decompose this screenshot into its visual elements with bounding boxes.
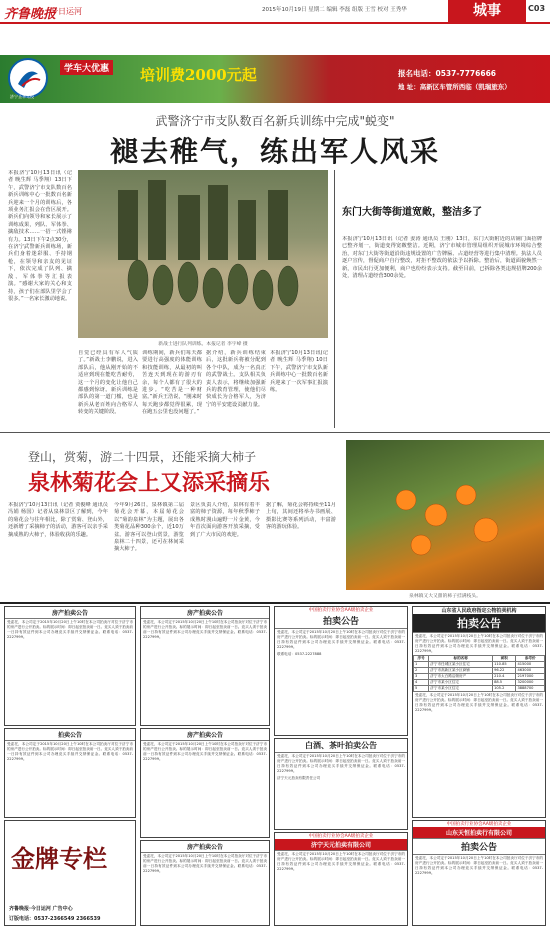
table-cell: 210.4 (493, 674, 516, 680)
table-cell: 2 (414, 668, 429, 674)
ad-title: 拍卖公告 (5, 729, 135, 741)
main-story-col4: 据介绍，新兵训练结束后，这批新兵将被分配到各个中队，成为一名真正的武警战士。支队相关负责人表示，将继续加强新兵的教育管理，使他们尽快成长为合格军人，为济宁的平安建设贡献力量。 (206, 350, 266, 408)
ad-title: 白酒、茶叶拍卖公告 (275, 739, 407, 753)
second-story-col3: 景区负责人介绍，泉林有着丰富的柿子资源，每年秋季柿子成熟时漫山遍野一片金黄，今年首次面向游客开放采摘，受到了广大市民的欢迎。 (190, 502, 260, 538)
second-story-col1: 本报济宁10月13日讯（记者 贾俊峰 通讯员 冯娟 杨国）记者从泉林景区了解到，今年的菊花会与往年相比，除了赏菊、登山外，还新增了采摘柿子的活动，游客可以亲手采摘成熟的大柿子，体验收获的乐趣。 (8, 502, 108, 538)
table-cell: 105.2 (493, 686, 516, 692)
auction-lot-table (413, 655, 545, 692)
ad-body: 受委托，本公司定于2015年10月20日上午10时在本公司拍卖厅对位于济宁市的房产进行公开拍卖。标的展示时间：即日起至拍卖前一日。竞买人须于拍卖前一日持有效证件到本公司办理竞买手续并交纳保证金。联系电话：0537-2227999。 (277, 630, 405, 649)
ad-title: 房产拍卖公告 (141, 607, 269, 619)
table-cell: 济宁市某小区住宅 (429, 686, 493, 692)
ad-body: 受委托，本公司定于2015年10月20日上午10时在本公司拍卖厅对位于济宁市的房产进行公开拍卖。标的展示时间：即日起至拍卖前一日。竞买人须于拍卖前一日持有效证件到本公司办理竞买手续并交纳保证金。联系电话：0537-2227999。 (277, 852, 405, 871)
soldiers-training-photo (78, 170, 328, 338)
table-cell: 济宁市某小区住宅 (429, 680, 493, 686)
main-story-col3: 训练期间，新兵们每天都要进行高强度的体能训练和技能训练，从最初的叫苦连天到现在的游刃有余，每个人都有了很大的进步。“吃苦是一种财富。”新兵王浩说，“刚来时每天跑步都觉得很累，现在跑五公里也没问题了。” (142, 350, 202, 416)
ad-phone: 报名电话：0537-7776666 (398, 69, 497, 78)
ad-body: 受委托，本公司定于2015年10月20日上午10时在本公司拍卖厅对位于济宁市的房产进行公开拍卖。标的展示时间：即日起至拍卖前一日。竞买人须于拍卖前一日持有效证件到本公司办理竞买手续并交纳保证金。联系电话：0537-2227999。 (415, 856, 543, 875)
ad-body: 受委托，本公司定于2015年10月20日上午10时在本公司拍卖厅对位于济宁市的房产进行公开拍卖。标的展示时间：即日起至拍卖前一日。竞买人须于拍卖前一日持有效证件到本公司办理竞买手续并交纳保证金。联系电话：0537-2227999。 (415, 634, 543, 653)
ad-org-header: 中国拍卖行业协会AA级拍卖企业 (308, 834, 374, 839)
main-story-headline: 褪去稚气，练出军人风采 (109, 135, 440, 168)
ad-block-liquor-tea (274, 738, 408, 830)
table-cell: 463000 (516, 668, 545, 674)
main-story-col1: 本报济宁10月13日讯（记者 晚生辉 马季翔）13日下午，武警济宁市支队数百名新兵训练中心一批数百名新兵迎来一个月的训练后，各项业务汇报会在营区展开。新兵们向领导和家长展示了训练成果，列队、军体拳、擒敌技术……一招一式铿锵有力。13日下午2点30分，在济宁武警新兵训练场，新兵们身着迷彩服、手持钢枪，在领导和亲友的见证下，依次完成了队列、擒敌、军体拳等汇报表演。“感谢大家的关心和支持，孩子们在部队里学会了很多。”一名家长激动地说。 (8, 170, 72, 302)
ad-org-header: 中国拍卖行业协会AA级拍卖企业 (446, 822, 512, 827)
table-cell: 济宁市太白路沿街房产 (429, 674, 493, 680)
gold-column-sub: 齐鲁晚报·今日运河 广告中心 (9, 906, 73, 912)
gold-column-ad (4, 820, 136, 926)
ad-org-name: 济宁天元拍卖有限公司 (275, 839, 407, 851)
persimmon-caption: 泉林镇又大又甜的柿子挂满枝头。 (409, 594, 481, 599)
ad-headline: 培训费2000元起 (140, 66, 257, 84)
ad-body: 受委托，本公司定于2015年10月20日上午10时在本公司拍卖厅对位于济宁市的房产进行公开拍卖。标的展示时间：即日起至拍卖前一日。竞买人须于拍卖前一日持有效证件到本公司办理竞买手续并交纳保证金。联系电话：0537-2227999。 (143, 854, 267, 873)
ad-title: 房产拍卖公告 (5, 607, 135, 619)
date-line: 2015年10月19日 星期二 编辑 李磊 组版 王雪 校对 王秀华 (262, 7, 407, 13)
ad-block-auction-1 (4, 728, 136, 818)
newspaper-masthead: 齐鲁晚报 (4, 7, 57, 22)
ad-body: 受委托，本公司定于2015年10月20日上午10时在本公司拍卖厅对位于济宁市的房产进行公开拍卖。标的展示时间：即日起至拍卖前一日。竞买人须于拍卖前一日持有效证件到本公司办理竞买手续并交纳保证金。联系电话：0537-2227999。 (143, 742, 267, 761)
side-story-body: 本报济宁10月13日讯（记者 姜涛 通讯员 王刚）13日，东门大街附近的店铺门面招牌已整齐划一，街道变得宽敞整洁。近期，济宁市城市管理局组织开展城市环境综合整治，对东门大街等街道沿街违规设置的广告牌匾、占道经营等进行集中清理。执法人员逐户宣传，督促商户自行整改，对拒不整改的依法予以拆除。整治后，街道面貌焕然一新，市民出行更加便利，商户也纷纷表示支持。截至目前，已拆除各类违规招牌200余处，清理占道经营300余处。 (342, 236, 542, 280)
edition-name: 今日运河 (50, 7, 82, 16)
ad-address: 地 址：高新区车管所西临（凯瑞旅东） (398, 83, 511, 91)
table-header: 面积 (493, 656, 516, 662)
table-row (414, 686, 545, 692)
table-cell: 88.5 (493, 680, 516, 686)
table-cell: 3 (414, 674, 429, 680)
table-cell: 3888700 (516, 686, 545, 692)
ads-divider (0, 602, 550, 604)
second-story-headline: 泉林菊花会上又添采摘乐 (28, 470, 271, 496)
header-rule (0, 22, 550, 24)
table-cell: 3200000 (516, 680, 545, 686)
table-cell: 济宁市任城区某小区住宅 (429, 662, 493, 668)
ad-slogan: 学车大优惠 (60, 60, 113, 75)
ad-title: 房产拍卖公告 (141, 841, 269, 853)
main-story-col5: 本报济宁10月13日讯(记者 晚生辉 马季翔) 10日下午，武警济宁市支队新兵训练中心一批数百名新兵迎来了一次军事汇报演练。 (270, 350, 328, 394)
second-story-col2: 今年9月26日，泉林镇第二届菊花会开幕，本届菊花会以“菊韵泉林”为主题，展出各类菊花品种300余个，近10万盆。游客可以登山赏景，游览泉林二十四景，还可在林间采摘大柿子。 (114, 502, 184, 553)
gold-column-tel: 订版电话：0537-2366549 2366539 (9, 916, 101, 922)
ad-title: 房产拍卖公告 (141, 729, 269, 741)
ad-body-2: 受委托，本公司定于2015年10月20日上午10时在本公司拍卖厅对位于济宁市的房产进行公开拍卖。标的展示时间：即日起至拍卖前一日。竞买人须于拍卖前一日持有效证件到本公司办理竞买手续并交纳保证金。联系电话：0537-2227999。 (415, 693, 543, 712)
table-cell: 济宁市高新区某小区商铺 (429, 668, 493, 674)
ad-block-property-2 (140, 606, 270, 726)
section-divider (0, 432, 550, 433)
persimmon-photo (346, 440, 544, 590)
table-cell: 1 (414, 662, 429, 668)
ad-contact: 联系电话：0537-2227888 (277, 652, 322, 656)
ad-title: 拍卖公告 (275, 613, 407, 629)
side-story-headline: 东门大街等街道宽敞，整洁多了 (342, 207, 482, 218)
table-header: 参考价 (516, 656, 545, 662)
ad-body: 受委托，本公司定于2015年10月20日上午10时在本公司拍卖厅对位于济宁市的房产进行公开拍卖。标的展示时间：即日起至拍卖前一日。竞买人须于拍卖前一日持有效证件到本公司办理竞买手续并交纳保证金。联系电话：0537-2227999。 (143, 620, 267, 639)
second-story-kicker: 登山，赏菊，游二十四景，还能采摘大柿子 (28, 450, 257, 464)
driving-school-logo-icon (8, 58, 48, 98)
page-number: C03 (528, 4, 546, 13)
gold-column-title: 金牌专栏 (11, 844, 107, 873)
table-cell: 415000 (516, 662, 545, 668)
column-divider (334, 170, 335, 428)
ad-org-name: 山东天恒拍卖行有限公司 (413, 827, 545, 839)
ad-title: 拍卖公告 (413, 839, 545, 855)
main-photo-caption: 新战士进行队列训练。本报记者 李宇峰 摄 (158, 342, 248, 347)
ad-body: 受委托，本公司定于2015年10月20日上午10时在本公司拍卖厅对位于济宁市的房产进行公开拍卖。标的展示时间：即日起至拍卖前一日。竞买人须于拍卖前一日持有效证件到本公司办理竞买手续并交纳保证金。联系电话：0537-2227999。 (277, 754, 405, 773)
ad-block-property-4 (140, 840, 270, 926)
ad-org: 济宁天元拍卖有限责任公司 (277, 776, 321, 780)
table-cell: 2197000 (516, 674, 545, 680)
ad-block-government-auction (412, 606, 546, 818)
ad-block-tianheng (412, 820, 546, 926)
main-story-col2: 自觉已经具有军人气质了。”新战士李鹏说，进入部队后，他从刚开始的不适应到现在能吃苦耐劳，这一个月的变化让他自己都感到惊讶。新兵训练是部队的第一道门槛，也是新兵从老百姓向合格军人转变的关键阶段。 (78, 350, 138, 416)
ad-block-property-1 (4, 606, 136, 726)
ad-body: 受委托，本公司定于2015年10月20日上午10时在本公司拍卖厅对位于济宁市的房产进行公开拍卖。标的展示时间：即日起至拍卖前一日。竞买人须于拍卖前一日持有效证件到本公司办理竞买手续并交纳保证金。联系电话：0537-2227999。 (7, 620, 133, 639)
ad-org-header: 山东省人民政府指定公物拍卖机构 (441, 608, 517, 614)
table-cell: 110.85 (493, 662, 516, 668)
ad-block-auction-2 (274, 606, 408, 736)
ad-org-header: 中国拍卖行业协会AA级拍卖企业 (308, 608, 374, 613)
ad-block-property-3 (140, 728, 270, 838)
main-story-kicker: 武警济宁市支队数百名新兵训练中完成"蜕变" (155, 114, 395, 128)
table-cell: 4 (414, 680, 429, 686)
ad-title: 拍卖公告 (413, 614, 545, 633)
table-header: 序号 (414, 656, 429, 662)
table-cell: 5 (414, 686, 429, 692)
table-cell: 96.22 (493, 668, 516, 674)
second-story-col4: 据了解，菊花会将持续至11月上旬，其间还将举办书画展、摄影比赛等系列活动，丰富游客的游玩体验。 (266, 502, 336, 531)
ad-body: 受委托，本公司定于2015年10月20日上午10时在本公司拍卖厅对位于济宁市的房产进行公开拍卖。标的展示时间：即日起至拍卖前一日。竞买人须于拍卖前一日持有效证件到本公司办理竞买手续并交纳保证金。联系电话：0537-2227999。 (7, 742, 133, 761)
section-title: 城事 (448, 0, 526, 22)
ad-logo-caption: 济宁圣华驾校 (10, 94, 34, 99)
table-header: 标的名称 (429, 656, 493, 662)
ad-block-tianyuan (274, 832, 408, 926)
